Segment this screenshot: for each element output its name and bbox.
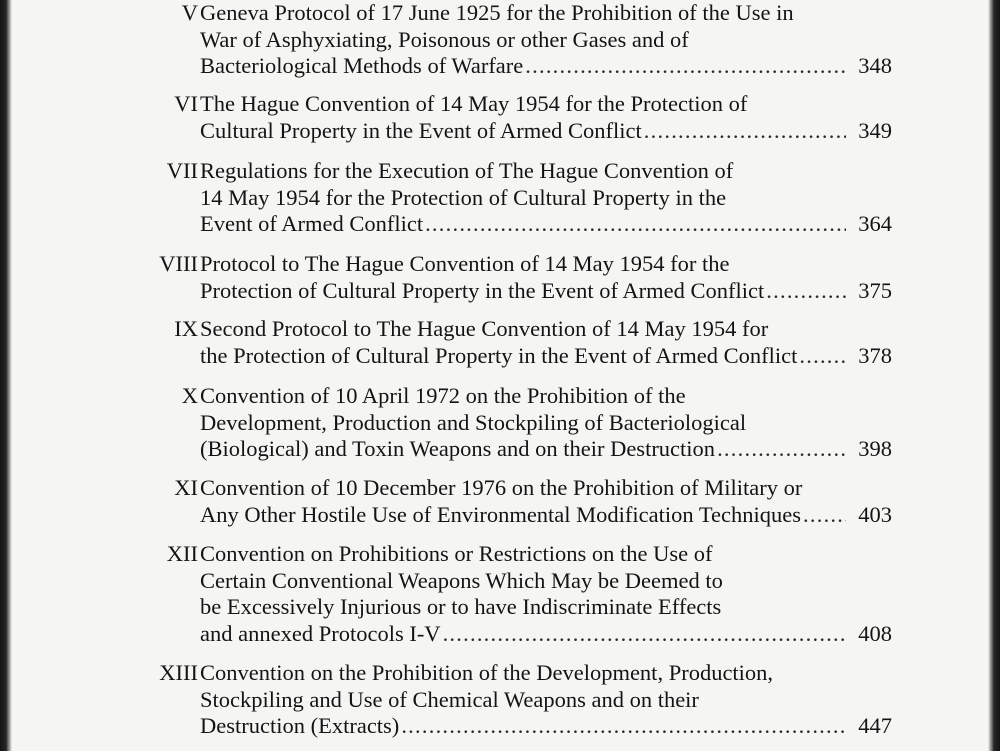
title-last-line: [200, 53, 892, 80]
entry-title: [200, 251, 892, 304]
title-line: Protection of Cultural Property in the Event of Armed Conflict: [200, 277, 765, 303]
title-last-line: [200, 211, 892, 238]
entry-title: [200, 91, 892, 144]
title-line: Second Protocol to The Hague Convention of 14 May 1954 for: [200, 316, 769, 341]
entry-numeral: VII: [166, 158, 198, 183]
title-line: Convention on the Prohibition of the Development, Production,: [200, 660, 774, 685]
page-number: 364: [858, 211, 892, 236]
title-line: Protocol to The Hague Convention of 14 May 1954 for the: [200, 251, 730, 276]
title-last-line: [200, 118, 892, 145]
title-line: Convention of 10 April 1972 on the Prohibition of the: [200, 383, 686, 408]
entry-title: [200, 158, 892, 238]
title-line: be Excessively Injurious or to have Indiscriminate Effects: [200, 594, 722, 619]
entry-numeral: VI: [174, 91, 198, 116]
title-line: 14 May 1954 for the Protection of Cultural Property in the: [200, 184, 727, 210]
dot-leader: [803, 502, 846, 529]
title-last-line: [200, 713, 892, 740]
dot-leader: [644, 118, 846, 145]
entry-title: [200, 541, 892, 647]
title-line: Certain Conventional Weapons Which May be Deemed to: [200, 567, 723, 593]
title-last-line: [200, 502, 892, 529]
dot-leader: [766, 278, 846, 305]
dot-leader: [425, 211, 846, 238]
title-line: Event of Armed Conflict: [200, 211, 424, 236]
entry-numeral: X: [181, 383, 198, 408]
title-line: Geneva Protocol of 17 June 1925 for the Prohibition of the Use in: [200, 0, 794, 25]
title-line: Regulations for the Execution of The Hague Convention of: [200, 158, 734, 183]
page-number: 408: [858, 620, 892, 646]
entry-title: [200, 0, 892, 80]
page-number: 349: [858, 117, 892, 143]
entry-title: [200, 475, 892, 528]
page-number: 348: [858, 53, 892, 78]
title-last-line: [200, 436, 892, 463]
title-last-line: [200, 278, 892, 305]
dot-leader: [401, 713, 846, 740]
dot-leader: [525, 53, 846, 80]
entry-numeral: XII: [166, 541, 198, 566]
page-number: 375: [858, 277, 892, 303]
title-line: (Biological) and Toxin Weapons and on their Destruction: [200, 436, 716, 461]
title-line: Destruction (Extracts): [200, 713, 400, 738]
title-line: Convention of 10 December 1976 on the Prohibition of Military or: [200, 475, 803, 500]
page-number: 378: [858, 342, 892, 368]
page-number: 398: [858, 436, 892, 461]
entry-numeral: XIII: [159, 660, 198, 685]
page-number: 447: [858, 713, 892, 738]
title-line: the Protection of Cultural Property in the Event of Armed Conflict: [200, 342, 798, 368]
title-line: Cultural Property in the Event of Armed Conflict: [200, 117, 642, 143]
entry-title: [200, 316, 892, 369]
entry-numeral: XI: [174, 475, 198, 500]
entry-numeral: IX: [174, 316, 198, 341]
page-number: 403: [858, 501, 892, 527]
title-line: The Hague Convention of 14 May 1954 for the Protection of: [200, 91, 748, 116]
dot-leader: [717, 436, 846, 463]
title-line: War of Asphyxiating, Poisonous or other Gases and of: [200, 26, 689, 52]
title-line: and annexed Protocols I-V: [200, 620, 441, 646]
title-line: Bacteriological Methods of Warfare: [200, 53, 524, 78]
title-line: Convention on Prohibitions or Restrictions on the Use of: [200, 541, 713, 566]
title-line: Stockpiling and Use of Chemical Weapons and on their: [200, 686, 699, 712]
title-last-line: [200, 621, 892, 648]
entry-title: [200, 383, 892, 463]
title-line: Any Other Hostile Use of Environmental Modification Techniques: [200, 501, 802, 527]
title-line: Development, Production and Stockpiling of Bacteriological: [200, 409, 747, 435]
document-page: [12, 0, 988, 751]
entry-title: [200, 660, 892, 740]
title-last-line: [200, 343, 892, 370]
entry-numeral: VIII: [159, 251, 198, 276]
entry-numeral: V: [181, 0, 198, 25]
dot-leader: [443, 621, 846, 648]
dot-leader: [799, 343, 846, 370]
